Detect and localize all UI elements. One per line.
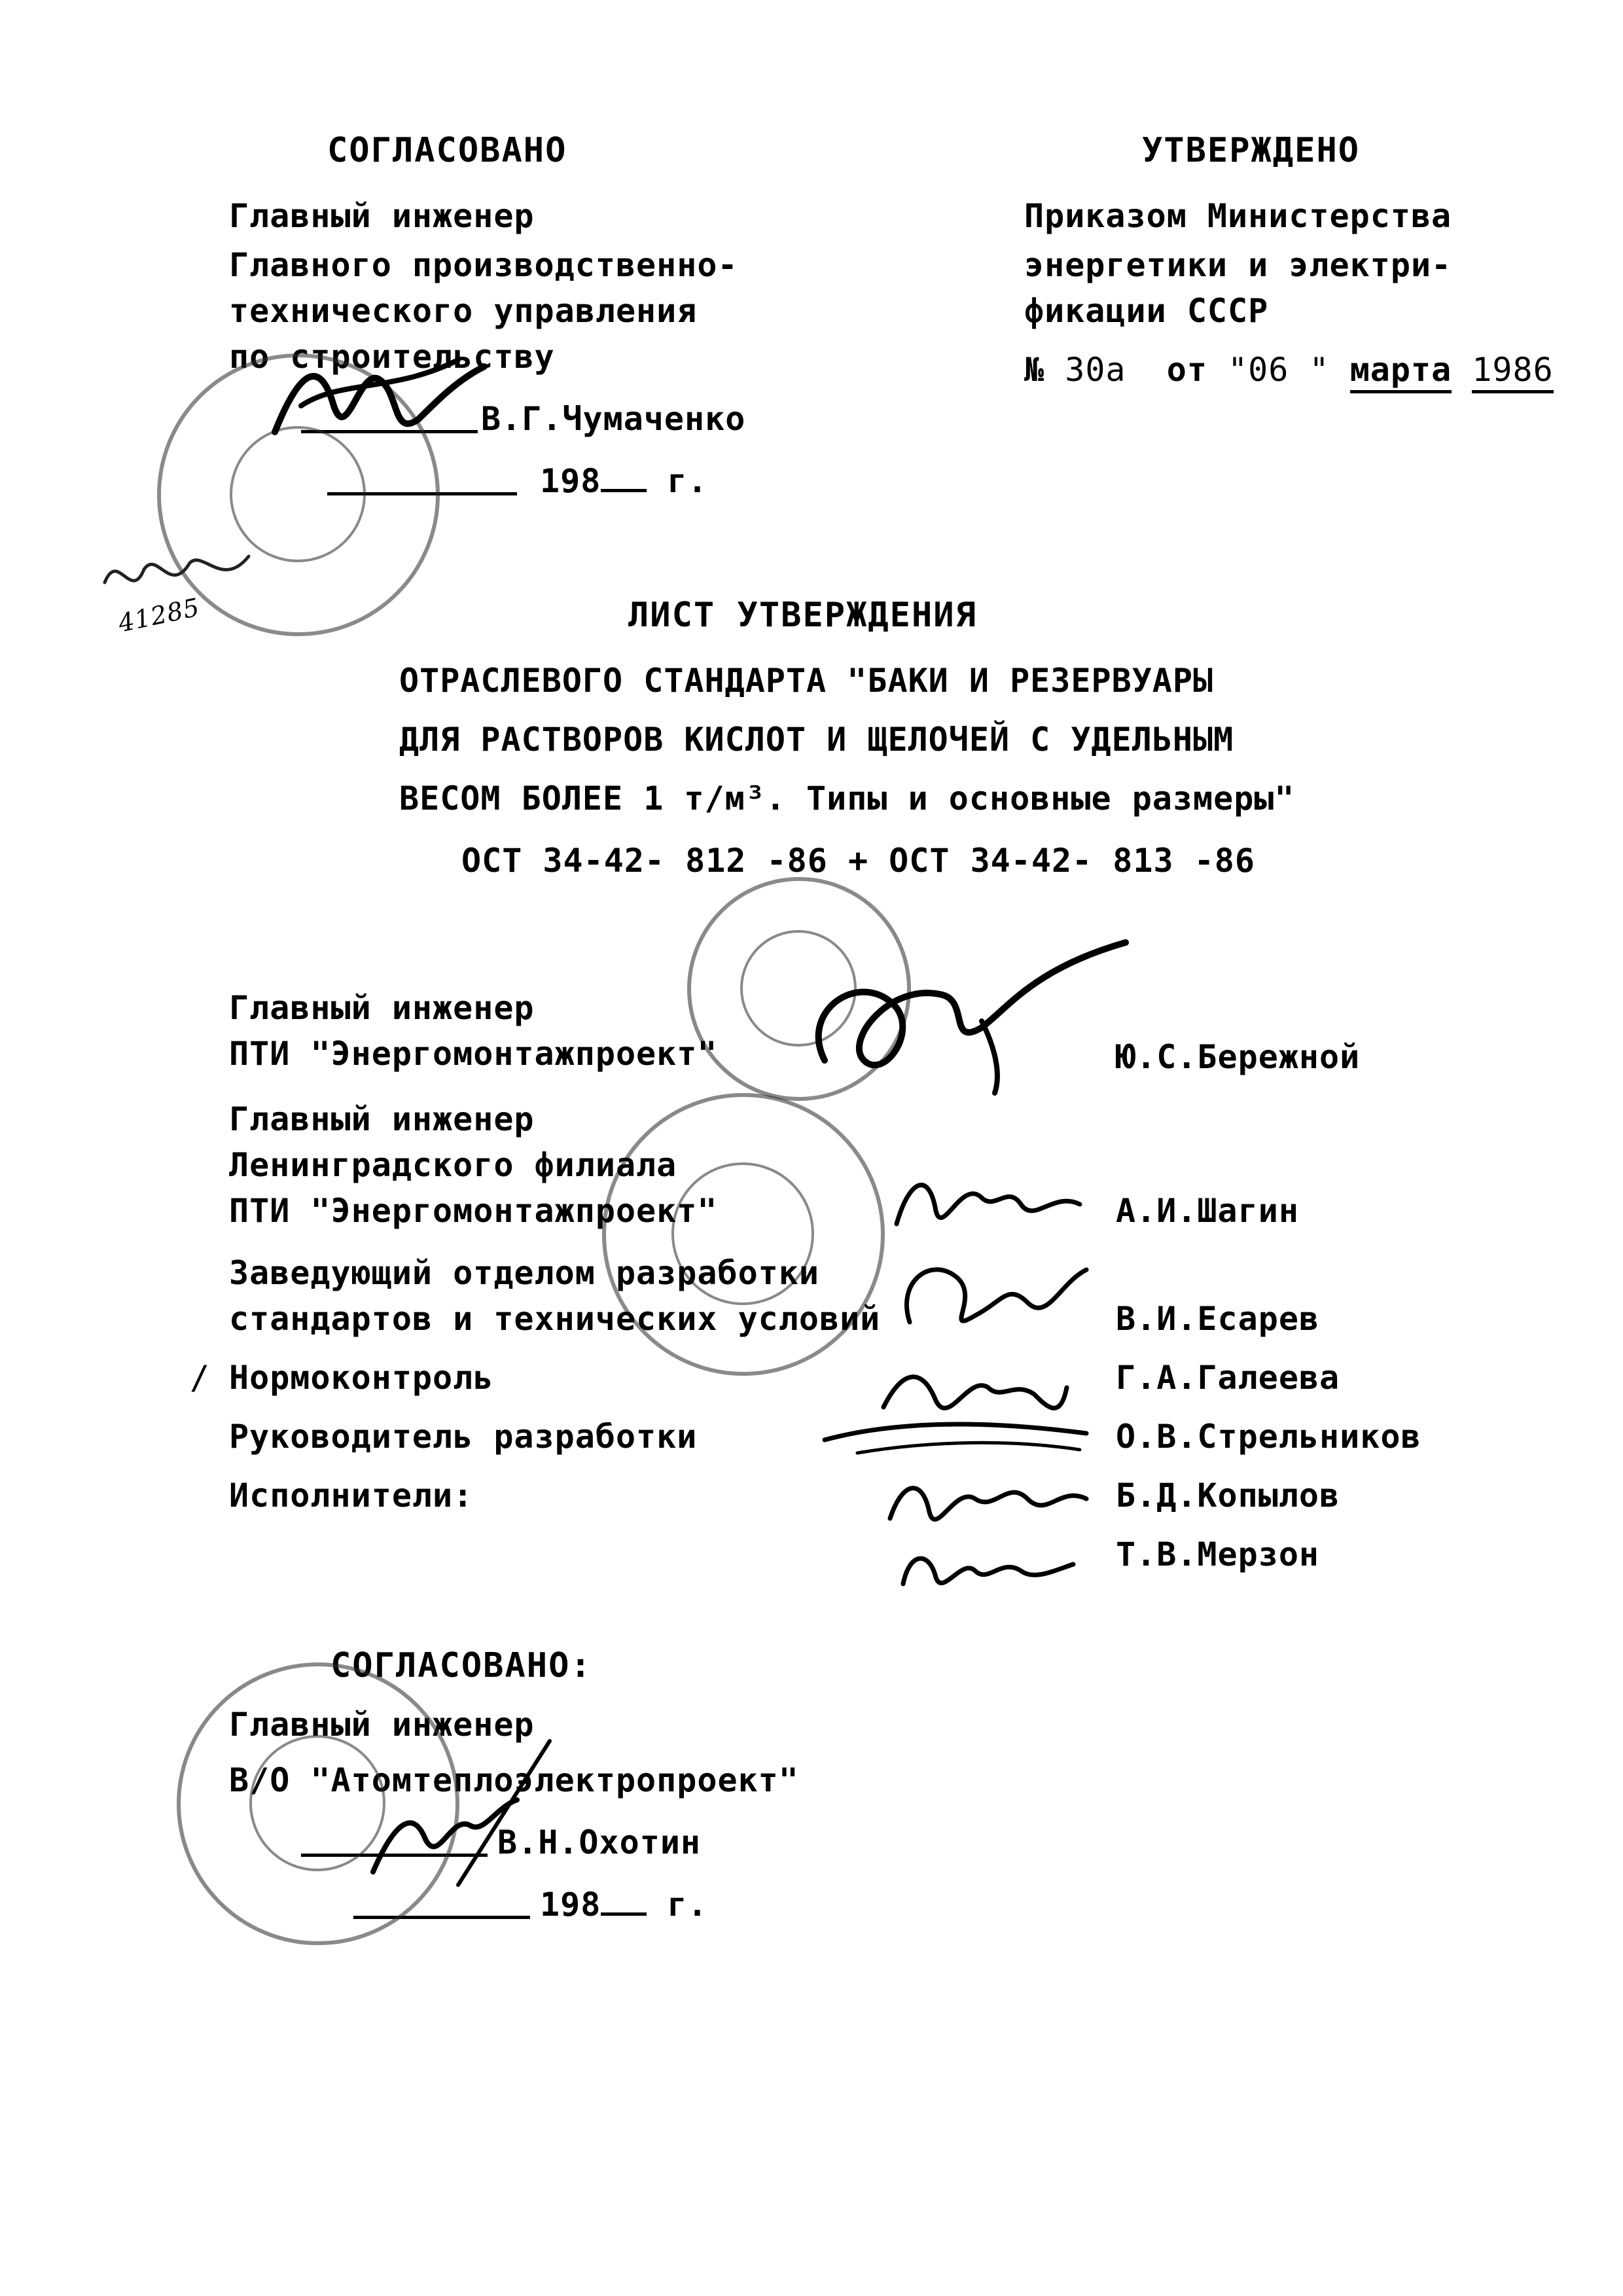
signatory-role: Главный инженер [229, 1100, 535, 1138]
standard-numbers: ОСТ 34-42- 812 -86 + ОСТ 34-42- 813 -86 [461, 842, 1255, 880]
title-line: ВЕСОМ БОЛЕЕ 1 т/м³. Типы и основные размеры" [399, 780, 1295, 817]
bottom-approval-heading: СОГЛАСОВАНО: [330, 1646, 592, 1685]
title-heading: ЛИСТ УТВЕРЖДЕНИЯ [628, 596, 977, 635]
left-approval-line: технического управления [229, 292, 698, 330]
bottom-signer-name: В.Н.Охотин [497, 1823, 702, 1861]
margin-tick-mark: / [190, 1359, 211, 1397]
signature-shagin [883, 1152, 1093, 1244]
left-approval-line: по строительству [229, 338, 555, 376]
signatory-role: Руководитель разработки [229, 1418, 698, 1456]
signatory-name: Г.А.Галеева [1116, 1359, 1340, 1397]
signatory-role: Исполнители: [229, 1477, 474, 1515]
left-signer-name: В.Г.Чумаченко [481, 400, 746, 438]
order-reference: № 30а от "06 " марта 1986 [1024, 350, 1554, 389]
right-approval-line: фикации СССР [1024, 292, 1269, 330]
title-line: ОТРАСЛЕВОГО СТАНДАРТА "БАКИ И РЕЗЕРВУАРЫ [399, 662, 1214, 700]
signature-merzon [890, 1525, 1086, 1604]
left-approval-line: Главного производственно- [229, 246, 738, 284]
signature-strelnikov [818, 1414, 1093, 1466]
margin-note-number: 41285 [115, 592, 203, 638]
signatory-name: А.И.Шагин [1116, 1192, 1299, 1230]
left-approval-line: Главный инженер [229, 197, 535, 235]
right-approval-heading: УТВЕРЖДЕНО [1142, 131, 1361, 170]
signature-kopylov [877, 1460, 1099, 1545]
signatory-name: Ю.С.Бережной [1116, 1038, 1361, 1076]
signatory-name: Б.Д.Копылов [1116, 1477, 1340, 1515]
round-seal-stamp [687, 877, 911, 1101]
signatory-role: стандартов и технических условий [229, 1300, 881, 1338]
round-seal-stamp [177, 1662, 459, 1945]
signatory-role: Заведующий отделом разработки [229, 1254, 819, 1292]
bottom-approval-line: В/О "Атомтеплоэлектропроект" [229, 1761, 799, 1799]
bottom-approval-line: Главный инженер [229, 1706, 535, 1744]
signature-esarev [890, 1244, 1113, 1348]
signatory-role: Нормоконтроль [229, 1359, 494, 1397]
signatory-name: В.И.Есарев [1116, 1300, 1320, 1338]
signatory-role: Главный инженер [229, 989, 535, 1027]
bottom-date-year: 198 г. [540, 1886, 708, 1924]
signatory-name: Т.В.Мерзон [1116, 1535, 1320, 1573]
right-approval-line: энергетики и электри- [1024, 246, 1452, 284]
signatory-role: Ленинградского филиала [229, 1146, 677, 1184]
signatory-name: О.В.Стрельников [1116, 1418, 1421, 1456]
left-approval-heading: СОГЛАСОВАНО [327, 131, 567, 170]
left-date-year: 198 г. [540, 462, 708, 500]
round-seal-stamp [157, 353, 440, 636]
right-approval-line: Приказом Министерства [1024, 197, 1452, 235]
title-line: ДЛЯ РАСТВОРОВ КИСЛОТ И ЩЕЛОЧЕЙ С УДЕЛЬНЫМ [399, 721, 1234, 759]
signature-galeeva [870, 1348, 1080, 1433]
signatory-role: ПТИ "Энергомонтажпроект" [229, 1035, 718, 1073]
signatory-role: ПТИ "Энергомонтажпроект" [229, 1192, 718, 1230]
